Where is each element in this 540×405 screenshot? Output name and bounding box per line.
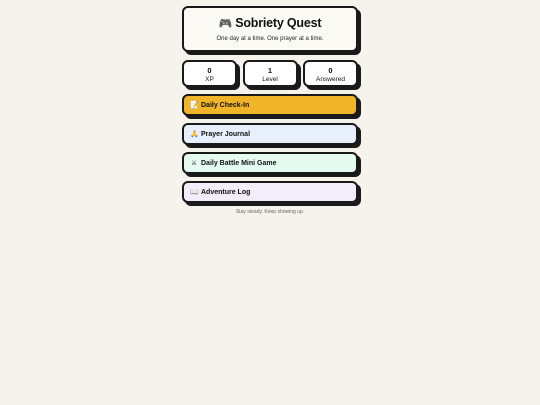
menu-item-label: Daily Battle Mini Game: [201, 159, 277, 167]
stat-value: 0: [207, 66, 212, 75]
daily-check-in-button[interactable]: [182, 94, 358, 116]
stat-value: 1: [267, 66, 273, 75]
stat-answered: [303, 60, 358, 87]
title-text: Sobriety Quest: [235, 16, 322, 30]
stat-label: XP: [205, 76, 214, 83]
app-container: [182, 6, 358, 215]
stat-xp: [182, 60, 237, 87]
open-book-icon: 📖: [190, 189, 199, 196]
page-title: [184, 15, 356, 32]
stat-level: [243, 60, 298, 87]
stat-value: 0: [328, 66, 333, 75]
menu-item-label: Daily Check-In: [201, 101, 250, 109]
menu-item-label: Adventure Log: [201, 188, 251, 196]
prayer-journal-button[interactable]: [182, 123, 358, 145]
stats-row: [182, 60, 358, 87]
page-subtitle: One day at a time. One prayer at a time.: [216, 36, 324, 42]
memo-icon: 📝: [190, 102, 199, 109]
crossed-swords-icon: ⚔: [190, 160, 198, 167]
header-card: [182, 6, 358, 52]
game-controller-icon: 🎮: [218, 18, 233, 30]
footer-text: Stay steady. Keep showing up.: [235, 209, 305, 215]
stat-label: Level: [262, 76, 278, 83]
praying-hands-icon: 🙏: [190, 131, 199, 138]
stat-label: Answered: [316, 76, 345, 83]
adventure-log-button[interactable]: [182, 181, 358, 203]
menu-item-label: Prayer Journal: [201, 130, 251, 138]
daily-battle-button[interactable]: [182, 152, 358, 174]
